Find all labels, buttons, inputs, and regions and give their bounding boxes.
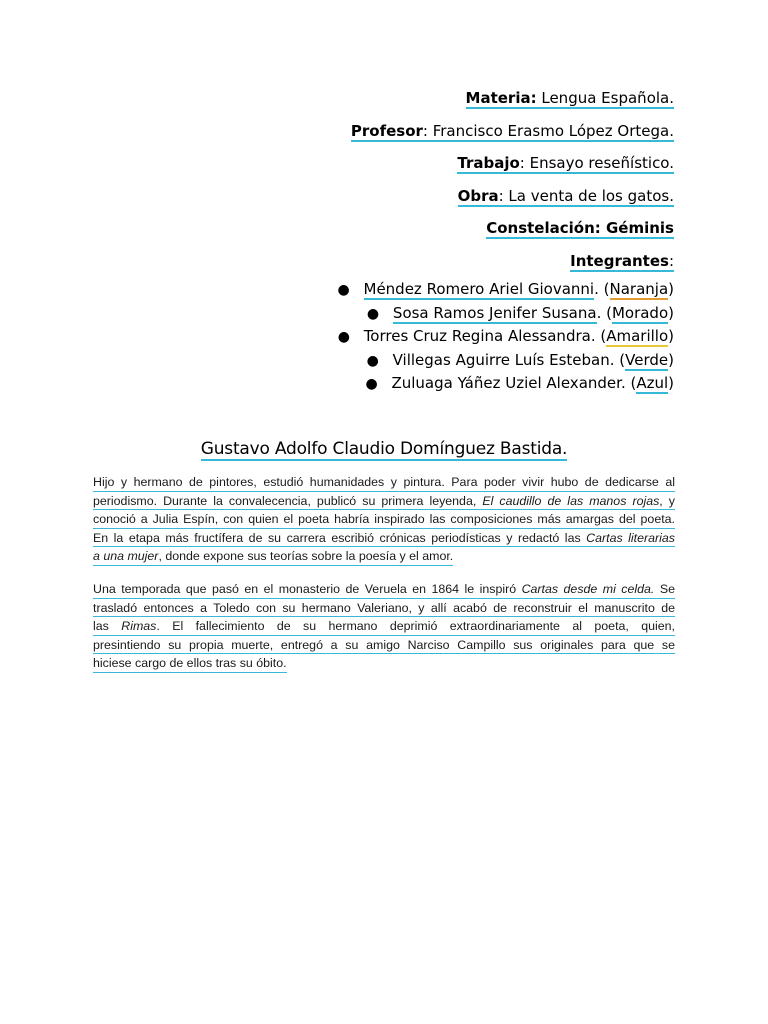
profesor-label: Profesor	[350, 121, 423, 140]
italic-title: Cartas literarias	[586, 530, 676, 545]
text-line: trasladó entonces a Toledo con su hermano Valeriano, y allí acabó de reconstruir el manuscrito de	[93, 599, 675, 618]
list-item: ● Villegas Aguirre Luís Esteban. (Verde)	[154, 349, 674, 373]
text-line: conoció a Julia Espín, con quien el poeta habría inspirado las composiciones más amargas del poeta.	[93, 510, 675, 529]
obra-value: : La venta de los gatos.	[498, 186, 674, 205]
text-line	[93, 492, 675, 511]
italic-title: El caudillo de las manos rojas	[482, 493, 660, 508]
text-line: Hijo y hermano de pintores, estudió humanidades y pintura. Para poder vivir hubo de dedicarse al	[93, 473, 675, 492]
profesor-line	[154, 115, 674, 148]
constelacion-line	[154, 212, 674, 245]
bullet-icon: ●	[337, 282, 350, 298]
list-item: ● Sosa Ramos Jenifer Susana. (Morado)	[154, 302, 674, 326]
integrantes-line	[154, 245, 674, 278]
text-line: presintiendo su propia muerte, entregó a su amigo Narciso Campillo sus originales para que se	[93, 636, 675, 655]
text-span: . El fallecimiento de su hermano deprimió extraordinariamente al poeta, quien,	[156, 619, 675, 634]
text-line	[93, 580, 675, 599]
biography-paragraph-1	[93, 473, 675, 566]
integrantes-colon: :	[668, 251, 674, 270]
obra-line	[154, 180, 674, 213]
member-color: Morado	[611, 303, 669, 322]
list-item: ● Méndez Romero Ariel Giovanni. (Naranja)	[154, 278, 674, 302]
text-line: hiciese cargo de ellos tras su óbito.	[93, 654, 287, 673]
member-name: Villegas Aguirre Luís Esteban	[392, 350, 610, 369]
trabajo-label: Trabajo	[457, 154, 520, 172]
page-title	[0, 439, 768, 459]
text-span: Se	[654, 582, 675, 596]
italic-title: Cartas desde mi celda.	[521, 582, 655, 596]
member-name: Sosa Ramos Jenifer Susana	[392, 303, 597, 322]
member-name: Zuluaga Yáñez Uziel Alexander	[391, 374, 621, 392]
profesor-value: : Francisco Erasmo López Ortega.	[422, 121, 674, 140]
members-list	[154, 278, 674, 396]
list-item: ● Zuluaga Yáñez Uziel Alexander. (Azul)	[154, 372, 674, 396]
member-name: Méndez Romero Ariel Giovanni	[363, 280, 595, 298]
materia-value: Lengua Española.	[536, 89, 674, 107]
biography-paragraph-2	[93, 580, 675, 673]
text-span: , y	[659, 493, 675, 508]
text-line	[93, 547, 453, 566]
text-line	[93, 617, 675, 636]
text-span: , donde expone sus teorías sobre la poesía y el amor.	[158, 549, 454, 564]
bullet-icon: ●	[366, 305, 380, 322]
trabajo-value: : Ensayo reseñístico.	[519, 154, 674, 172]
member-color: Naranja	[609, 280, 669, 298]
cover-header	[154, 82, 674, 277]
member-color: Azul	[636, 374, 669, 392]
list-item: ● Torres Cruz Regina Alessandra. (Amarillo)	[154, 325, 674, 349]
integrantes-label: Integrantes	[570, 251, 669, 270]
bullet-icon: ●	[337, 329, 350, 345]
bullet-icon: ●	[366, 352, 379, 369]
member-color: Verde	[625, 350, 669, 369]
member-color: Amarillo	[606, 327, 669, 345]
constelacion-label: Constelación: Géminis	[486, 219, 674, 237]
text-span: Una temporada que pasó en el monasterio de Veruela en 1864 le inspiró	[93, 582, 522, 596]
text-span: las	[93, 619, 122, 634]
italic-title: Rimas	[121, 619, 157, 634]
text-span: periodismo. Durante la convalecencia, publicó su primera leyenda,	[93, 493, 483, 508]
text-line	[93, 529, 675, 548]
obra-label: Obra	[457, 186, 499, 205]
materia-label: Materia:	[465, 89, 537, 107]
materia-line	[154, 82, 674, 115]
text-span: En la etapa más fructífera de su carrera escribió crónicas periodísticas y redactó las	[93, 530, 587, 545]
title-text: Gustavo Adolfo Claudio Domínguez Bastida.	[200, 439, 568, 459]
trabajo-line	[154, 147, 674, 180]
member-name: Torres Cruz Regina Alessandra	[363, 327, 591, 345]
italic-title: a una mujer	[93, 549, 159, 564]
bullet-icon: ●	[365, 376, 378, 392]
